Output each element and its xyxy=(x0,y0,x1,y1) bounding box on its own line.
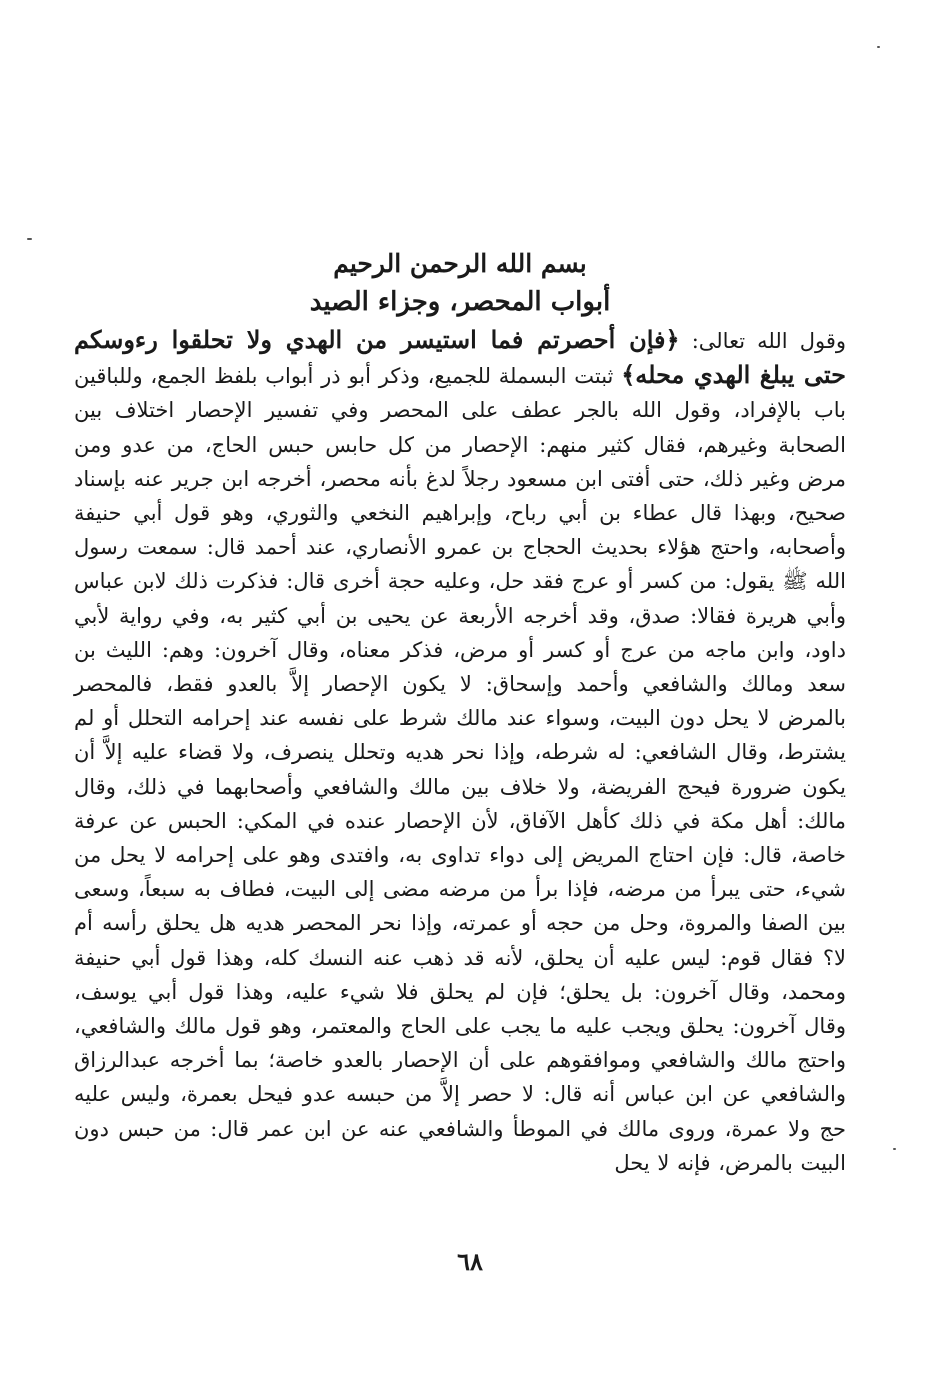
page-content xyxy=(74,245,846,1255)
main-text xyxy=(74,323,846,1180)
basmala-heading: بسم الله الرحمن الرحيم xyxy=(333,249,587,278)
intro-text: وقول الله تعالى: xyxy=(679,329,847,353)
chapter-title: أبواب المحصر، وجزاء الصيد xyxy=(309,287,611,317)
commentary-text: ثبتت البسملة للجميع، وذكر أبو ذر أبواب بلفظ الجمع، وللباقين باب بالإفراد، وقول الله بالجر عطف على المحصر وفي تفسير الإحصار اختلاف بين الصحابة وغيرهم، فقال كثير منهم: الإحصار من كل حابس حبس الحاج، من عدو ومن مرض وغير ذلك، حتى أفتى ابن مسعود رجلاً لدغ بأنه محصر، أخرجه ابن جرير عنه بإسناد صحيح، وبهذا قال عطاء بن أبي رباح، وإبراهيم النخعي والثوري، وهو قول أبي حنيفة وأصحابه، واحتج هؤلاء بحديث الحجاج بن عمرو الأنصاري، عند أحمد قال: سمعت رسول الله ﷺ يقول: من كسر أو عرج فقد حل، وعليه حجة أخرى قال: فذكرت ذلك لابن عباس وأبي هريرة فقالا: صدق، وقد أخرجه الأربعة عن يحيى بن أبي كثير به، وفي رواية لأبي داود، وابن ماجه من عرج أو كسر أو مرض، فذكر معناه، وقال آخرون: وهم: الليث بن سعد ومالك والشافعي وأحمد وإسحاق: لا يكون الإحصار إلاَّ بالعدو فقط، فالمحصر بالمرض لا يحل دون البيت، وسواء عند مالك شرط على نفسه عند إحرامه التحلل أو لم يشترط، وقال الشافعي: له شرطه، وإذا نحر هديه وتحلل ينصرف، ولا قضاء عليه إلاَّ أن يكون ضرورة فيحج الفريضة، ولا خلاف بين مالك والشافعي وأصحابهما في ذلك، وقال مالك: أهل مكة في ذلك كأهل الآفاق، لأن الإحصار عنده في المكي: الحبس عن عرفة خاصة، قال: فإن احتاج المريض إلى دواء تداوى به، وافتدى وهو على إحرامه لا يحل من شيء، حتى يبرأ من مرضه، فإذا برأ من مرضه مضى إلى البيت، فطاف به سبعاً، وسعى بين الصفا والمروة، وحل من حجه أو عمرته، وإذا نحر المحصر هديه هل يحلق رأسه أم لا؟ فقال قوم: ليس عليه أن يحلق، لأنه قد ذهب عنه النسك كله، وهذا قول أبي حنيفة ومحمد، وقال آخرون: بل يحلق؛ فإن لم يحلق فلا شيء عليه، وهذا قول أبي يوسف، وقال آخرون: يحلق ويجب عليه ما يجب على الحاج والمعتمر، وهو قول مالك والشافعي، واحتج مالك والشافعي وموافقوهم على أن الإحصار بالعدو خاصة؛ بما أخرجه عبدالرزاق والشافعي عن ابن عباس أنه قال: لا حصر إلاَّ من حبسه عدو فيحل بعمرة، وليس عليه حج ولا عمرة، وروى مالك في الموطأ والشافعي عنه عن ابن عمر قال: من حبس دون البيت بالمرض، فإنه لا يحل xyxy=(74,364,846,1175)
page-number: ٦٨ xyxy=(457,1247,483,1276)
scan-speck xyxy=(893,1148,896,1150)
scan-speck xyxy=(877,46,880,48)
scan-speck xyxy=(27,238,32,240)
quran-verse: ﴿فإن أحصرتم فما استيسر من الهدي ولا تحلقوا رءوسكم حتى يبلغ الهدي محله﴾ xyxy=(74,325,846,390)
